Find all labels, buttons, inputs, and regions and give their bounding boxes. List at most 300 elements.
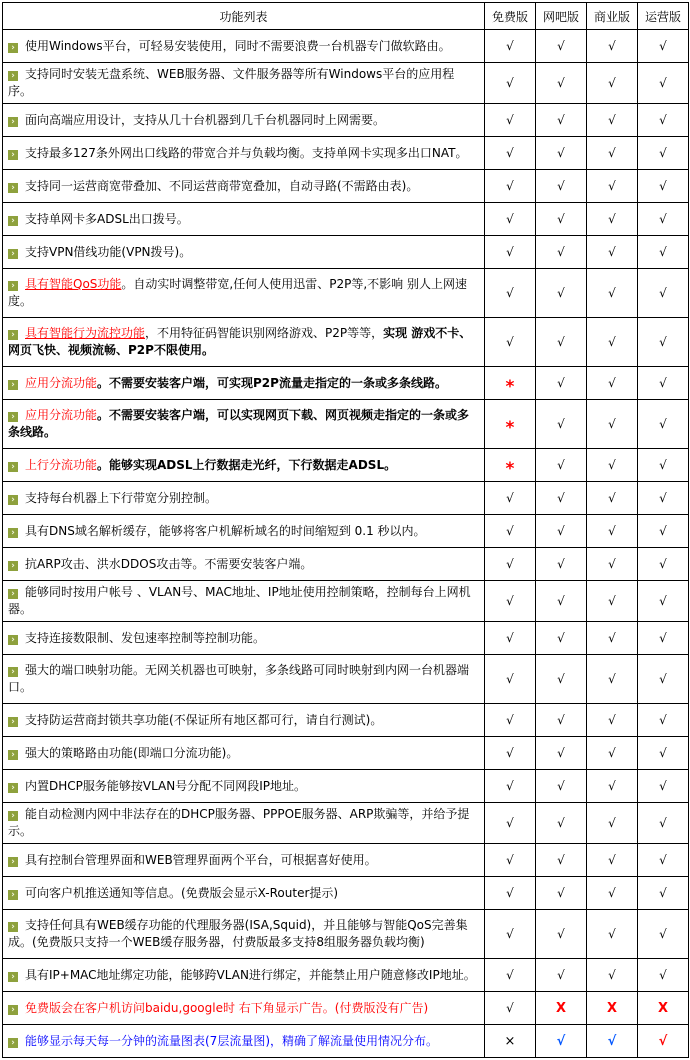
- support-cell: [536, 655, 587, 704]
- feature-link[interactable]: 具有智能QoS功能: [25, 277, 122, 291]
- check-icon: √: [506, 113, 514, 127]
- feature-cell: [3, 548, 485, 581]
- check-icon: √: [557, 886, 565, 900]
- check-icon: √: [659, 76, 667, 90]
- feature-cell: [3, 104, 485, 137]
- support-cell: [536, 482, 587, 515]
- support-cell: [587, 770, 638, 803]
- check-icon: √: [506, 886, 514, 900]
- bullet-arrow-icon: ›: [8, 922, 18, 932]
- table-row: [3, 992, 689, 1025]
- check-icon: √: [659, 557, 667, 571]
- support-cell: [536, 30, 587, 63]
- table-row: [3, 655, 689, 704]
- bullet-arrow-icon: ›: [8, 150, 18, 160]
- bullet-arrow-icon: ›: [8, 43, 18, 53]
- feature-text: 实现 游戏不卡、网页飞快、视频流畅、P2P不限使用。: [8, 326, 472, 357]
- check-icon: √: [659, 458, 667, 472]
- column-header-edition: 网吧版: [536, 3, 587, 30]
- bullet-arrow-icon: ›: [8, 1038, 18, 1048]
- support-cell: [638, 318, 689, 367]
- check-icon: √: [557, 179, 565, 193]
- check-icon: √: [557, 746, 565, 760]
- support-cell: [485, 449, 536, 482]
- table-row: [3, 515, 689, 548]
- support-cell: [485, 548, 536, 581]
- check-icon: √: [608, 886, 616, 900]
- support-cell: [485, 203, 536, 236]
- support-cell: [638, 704, 689, 737]
- bullet-arrow-icon: ›: [8, 117, 18, 127]
- check-icon: √: [607, 1033, 617, 1049]
- feature-text: 支持任何具有WEB缓存功能的代理服务器(ISA,Squid)，并且能够与智能QoS完善集成。(免费版只支持一个WEB缓存服务器，付费版最多支持8组服务器负载均衡): [8, 918, 468, 949]
- check-icon: √: [557, 286, 565, 300]
- check-icon: √: [557, 631, 565, 645]
- column-header-edition: 商业版: [587, 3, 638, 30]
- support-cell: [638, 236, 689, 269]
- support-cell: [638, 269, 689, 318]
- check-icon: √: [557, 594, 565, 608]
- support-cell: [536, 548, 587, 581]
- bullet-arrow-icon: ›: [8, 462, 18, 472]
- check-icon: √: [506, 335, 514, 349]
- support-cell: [638, 449, 689, 482]
- support-cell: [485, 482, 536, 515]
- support-cell: [587, 622, 638, 655]
- check-icon: √: [608, 746, 616, 760]
- check-icon: √: [506, 146, 514, 160]
- support-cell: [638, 367, 689, 400]
- check-icon: √: [658, 1033, 668, 1049]
- feature-text: 支持同一运营商宽带叠加、不同运营商带宽叠加，自动寻路(不需路由表)。: [25, 178, 419, 193]
- support-cell: [485, 581, 536, 622]
- check-icon: √: [506, 631, 514, 645]
- bullet-arrow-icon: ›: [8, 811, 18, 821]
- feature-text: 应用分流功能: [25, 408, 98, 422]
- bullet-arrow-icon: ›: [8, 857, 18, 867]
- column-header-features: 功能列表: [3, 3, 485, 30]
- feature-text: 。不需要安装客户端，可以实现网页下载、网页视频走指定的一条或多条线路。: [8, 408, 470, 439]
- feature-text: 应用分流功能: [25, 375, 98, 390]
- feature-text: ，不用特征码智能识别网络游戏、P2P等等，: [145, 326, 384, 340]
- feature-link[interactable]: 具有智能行为流控功能: [25, 326, 146, 340]
- support-cell: [485, 63, 536, 104]
- support-cell: [587, 269, 638, 318]
- check-icon: √: [557, 968, 565, 982]
- support-cell: [587, 704, 638, 737]
- check-icon: √: [506, 286, 514, 300]
- feature-text: 。能够实现ADSL上行数据走光纤，下行数据走ADSL。: [97, 457, 397, 472]
- check-icon: √: [659, 212, 667, 226]
- check-icon: √: [506, 39, 514, 53]
- support-cell: [638, 63, 689, 104]
- check-icon: √: [608, 779, 616, 793]
- support-cell: [587, 581, 638, 622]
- support-cell: [638, 482, 689, 515]
- check-icon: √: [659, 376, 667, 390]
- support-cell: [485, 1025, 536, 1058]
- check-icon: √: [659, 113, 667, 127]
- support-cell: [536, 737, 587, 770]
- asterisk-icon: *: [505, 418, 515, 438]
- table-row: [3, 104, 689, 137]
- check-icon: √: [659, 524, 667, 538]
- support-cell: [587, 236, 638, 269]
- support-cell: [638, 137, 689, 170]
- column-header-edition: 运营版: [638, 3, 689, 30]
- support-cell: [536, 318, 587, 367]
- support-cell: [638, 622, 689, 655]
- feature-cell: [3, 622, 485, 655]
- support-cell: [587, 449, 638, 482]
- support-cell: [587, 30, 638, 63]
- feature-cell: [3, 803, 485, 844]
- check-icon: √: [557, 376, 565, 390]
- check-icon: √: [506, 179, 514, 193]
- bullet-arrow-icon: ›: [8, 380, 18, 390]
- check-icon: √: [659, 417, 667, 431]
- feature-text: 。自动实时调整带宽,任何人使用迅雷、P2P等,不影响 别人上网速度。: [8, 277, 467, 308]
- check-icon: √: [557, 146, 565, 160]
- feature-text: 具有控制台管理界面和WEB管理界面两个平台，可根据喜好使用。: [25, 852, 377, 867]
- bullet-arrow-icon: ›: [8, 635, 18, 645]
- check-icon: √: [506, 713, 514, 727]
- feature-cell: [3, 400, 485, 449]
- check-icon: √: [557, 417, 565, 431]
- check-icon: √: [506, 557, 514, 571]
- check-icon: √: [506, 853, 514, 867]
- support-cell: [638, 992, 689, 1025]
- support-cell: [638, 203, 689, 236]
- feature-cell: [3, 449, 485, 482]
- table-row: [3, 622, 689, 655]
- support-cell: [638, 770, 689, 803]
- feature-text: 可向客户机推送通知等信息。(免费版会显示X-Router提示): [25, 885, 339, 900]
- support-cell: [587, 137, 638, 170]
- feature-cell: [3, 236, 485, 269]
- table-row: [3, 63, 689, 104]
- check-icon: √: [557, 816, 565, 830]
- support-cell: [536, 203, 587, 236]
- support-cell: [536, 910, 587, 959]
- check-icon: √: [557, 779, 565, 793]
- feature-cell: [3, 515, 485, 548]
- feature-text: 能够显示每天每一分钟的流量图表(7层流量图)，精确了解流量使用情况分布。: [25, 1033, 439, 1048]
- check-icon: √: [506, 212, 514, 226]
- support-cell: [485, 269, 536, 318]
- bullet-arrow-icon: ›: [8, 717, 18, 727]
- check-icon: √: [557, 113, 565, 127]
- support-cell: [587, 203, 638, 236]
- check-icon: √: [608, 631, 616, 645]
- support-cell: [536, 1025, 587, 1058]
- bullet-arrow-icon: ›: [8, 495, 18, 505]
- cross-icon: ×: [504, 1033, 516, 1049]
- support-cell: [638, 400, 689, 449]
- feature-cell: [3, 877, 485, 910]
- table-row: [3, 581, 689, 622]
- column-header-edition: 免费版: [485, 3, 536, 30]
- support-cell: [587, 844, 638, 877]
- check-icon: √: [506, 672, 514, 686]
- feature-cell: [3, 992, 485, 1025]
- support-cell: [536, 844, 587, 877]
- feature-text: 支持最多127条外网出口线路的带宽合并与负载均衡。支持单网卡实现多出口NAT。: [25, 145, 468, 160]
- feature-text: 支持每台机器上下行带宽分别控制。: [25, 490, 218, 505]
- support-cell: [587, 803, 638, 844]
- support-cell: [587, 655, 638, 704]
- check-icon: √: [608, 39, 616, 53]
- check-icon: √: [659, 927, 667, 941]
- check-icon: √: [608, 76, 616, 90]
- check-icon: √: [659, 713, 667, 727]
- support-cell: [587, 737, 638, 770]
- support-cell: [485, 515, 536, 548]
- support-cell: [485, 770, 536, 803]
- feature-cell: [3, 203, 485, 236]
- check-icon: √: [557, 672, 565, 686]
- feature-text: 免费版会在客户机访问baidu,google时 右下角显示广告。(付费版没有广告): [25, 1000, 429, 1015]
- support-cell: [587, 992, 638, 1025]
- bullet-arrow-icon: ›: [8, 281, 18, 291]
- feature-text: 面向高端应用设计，支持从几十台机器到几千台机器同时上网需要。: [25, 112, 386, 127]
- check-icon: √: [557, 39, 565, 53]
- feature-text: 。不需要安装客户端，可实现P2P流量走指定的一条或多条线路。: [97, 375, 447, 390]
- support-cell: [485, 170, 536, 203]
- feature-cell: [3, 959, 485, 992]
- feature-cell: [3, 170, 485, 203]
- check-icon: √: [506, 594, 514, 608]
- check-icon: √: [557, 458, 565, 472]
- check-icon: √: [557, 853, 565, 867]
- check-icon: √: [608, 816, 616, 830]
- check-icon: √: [659, 816, 667, 830]
- feature-text: 强大的端口映射功能。无网关机器也可映射，多条线路可同时映射到内网一台机器端口。: [8, 663, 470, 694]
- feature-cell: [3, 910, 485, 959]
- support-cell: [485, 877, 536, 910]
- support-cell: [587, 1025, 638, 1058]
- check-icon: √: [608, 491, 616, 505]
- feature-cell: [3, 737, 485, 770]
- support-cell: [485, 844, 536, 877]
- bullet-arrow-icon: ›: [8, 890, 18, 900]
- table-row: [3, 400, 689, 449]
- check-icon: √: [608, 594, 616, 608]
- support-cell: [485, 367, 536, 400]
- support-cell: [536, 704, 587, 737]
- check-icon: √: [506, 1001, 514, 1015]
- check-icon: √: [557, 212, 565, 226]
- feature-text: 使用Windows平台，可轻易安装使用，同时不需要浪费一台机器专门做软路由。: [25, 38, 451, 53]
- check-icon: √: [608, 968, 616, 982]
- support-cell: [485, 622, 536, 655]
- support-cell: [485, 803, 536, 844]
- support-cell: [485, 104, 536, 137]
- table-row: [3, 959, 689, 992]
- support-cell: [587, 548, 638, 581]
- table-row: [3, 137, 689, 170]
- check-icon: √: [557, 713, 565, 727]
- support-cell: [587, 367, 638, 400]
- check-icon: √: [608, 417, 616, 431]
- table-row: [3, 170, 689, 203]
- support-cell: [485, 137, 536, 170]
- feature-cell: [3, 367, 485, 400]
- check-icon: √: [659, 853, 667, 867]
- feature-text: 能自动检测内网中非法存在的DHCP服务器、PPPOE服务器、ARP欺骗等，并给予提示。: [8, 807, 470, 838]
- support-cell: [536, 236, 587, 269]
- table-row: [3, 269, 689, 318]
- table-row: [3, 737, 689, 770]
- support-cell: [587, 482, 638, 515]
- feature-cell: [3, 1025, 485, 1058]
- bullet-arrow-icon: ›: [8, 412, 18, 422]
- check-icon: √: [659, 672, 667, 686]
- check-icon: √: [557, 245, 565, 259]
- table-row: [3, 318, 689, 367]
- support-cell: [587, 877, 638, 910]
- bullet-arrow-icon: ›: [8, 1005, 18, 1015]
- table-row: [3, 877, 689, 910]
- support-cell: [638, 803, 689, 844]
- feature-cell: [3, 581, 485, 622]
- table-row: [3, 844, 689, 877]
- check-icon: √: [557, 927, 565, 941]
- support-cell: [587, 910, 638, 959]
- feature-cell: [3, 704, 485, 737]
- check-icon: √: [608, 672, 616, 686]
- bullet-arrow-icon: ›: [8, 330, 18, 340]
- check-icon: √: [659, 286, 667, 300]
- check-icon: √: [557, 335, 565, 349]
- support-cell: [638, 515, 689, 548]
- check-icon: √: [608, 113, 616, 127]
- feature-cell: [3, 770, 485, 803]
- feature-text: 支持VPN借线功能(VPN拨号)。: [25, 244, 192, 259]
- support-cell: [638, 1025, 689, 1058]
- table-row: [3, 548, 689, 581]
- table-row: [3, 1025, 689, 1058]
- feature-text: 支持同时安装无盘系统、WEB服务器、文件服务器等所有Windows平台的应用程序。: [8, 67, 455, 98]
- check-icon: √: [506, 927, 514, 941]
- support-cell: [536, 622, 587, 655]
- feature-text: 具有DNS域名解析缓存，能够将客户机解析域名的时间缩短到 0.1 秒以内。: [25, 523, 426, 538]
- support-cell: [638, 877, 689, 910]
- bullet-arrow-icon: ›: [8, 249, 18, 259]
- support-cell: [638, 581, 689, 622]
- support-cell: [587, 318, 638, 367]
- support-cell: [485, 400, 536, 449]
- support-cell: [485, 704, 536, 737]
- support-cell: [638, 959, 689, 992]
- support-cell: [587, 104, 638, 137]
- feature-cell: [3, 844, 485, 877]
- check-icon: √: [608, 245, 616, 259]
- table-row: [3, 704, 689, 737]
- feature-cell: [3, 482, 485, 515]
- support-cell: [536, 367, 587, 400]
- bullet-arrow-icon: ›: [8, 589, 18, 599]
- support-cell: [485, 910, 536, 959]
- feature-text: 能够同时按用户帐号 、VLAN号、MAC地址、IP地址使用控制策略，控制每台上网机器。: [8, 585, 471, 616]
- feature-cell: [3, 30, 485, 63]
- table-row: [3, 236, 689, 269]
- check-icon: √: [608, 376, 616, 390]
- support-cell: [587, 400, 638, 449]
- table-row: [3, 367, 689, 400]
- check-icon: √: [608, 713, 616, 727]
- bullet-arrow-icon: ›: [8, 783, 18, 793]
- support-cell: [587, 959, 638, 992]
- check-icon: √: [506, 245, 514, 259]
- support-cell: [536, 104, 587, 137]
- feature-text: 支持连接数限制、发包速率控制等控制功能。: [25, 630, 266, 645]
- support-cell: [638, 844, 689, 877]
- support-cell: [536, 803, 587, 844]
- table-row: [3, 770, 689, 803]
- feature-text: 支持单网卡多ADSL出口拨号。: [25, 211, 189, 226]
- support-cell: [587, 170, 638, 203]
- table-row: [3, 203, 689, 236]
- check-icon: √: [557, 76, 565, 90]
- support-cell: [638, 170, 689, 203]
- check-icon: √: [506, 816, 514, 830]
- support-cell: [485, 655, 536, 704]
- feature-comparison-table: [2, 2, 689, 1058]
- cross-icon: X: [606, 1000, 618, 1016]
- bullet-arrow-icon: ›: [8, 750, 18, 760]
- table-row: [3, 910, 689, 959]
- support-cell: [638, 910, 689, 959]
- support-cell: [485, 236, 536, 269]
- check-icon: √: [608, 335, 616, 349]
- support-cell: [485, 992, 536, 1025]
- check-icon: √: [608, 179, 616, 193]
- support-cell: [638, 548, 689, 581]
- feature-cell: [3, 63, 485, 104]
- support-cell: [638, 737, 689, 770]
- check-icon: √: [659, 335, 667, 349]
- support-cell: [536, 992, 587, 1025]
- support-cell: [536, 770, 587, 803]
- support-cell: [485, 737, 536, 770]
- support-cell: [485, 318, 536, 367]
- check-icon: √: [608, 458, 616, 472]
- support-cell: [536, 137, 587, 170]
- check-icon: √: [659, 245, 667, 259]
- bullet-arrow-icon: ›: [8, 667, 18, 677]
- check-icon: √: [659, 746, 667, 760]
- table-row: [3, 803, 689, 844]
- check-icon: √: [556, 1033, 566, 1049]
- check-icon: √: [506, 968, 514, 982]
- cross-icon: X: [657, 1000, 669, 1016]
- support-cell: [536, 63, 587, 104]
- check-icon: √: [608, 927, 616, 941]
- check-icon: √: [608, 557, 616, 571]
- bullet-arrow-icon: ›: [8, 528, 18, 538]
- support-cell: [536, 877, 587, 910]
- feature-cell: [3, 318, 485, 367]
- feature-text: 抗ARP攻击、洪水DDOS攻击等。不需要安装客户端。: [25, 556, 313, 571]
- asterisk-icon: *: [505, 459, 515, 479]
- support-cell: [587, 63, 638, 104]
- check-icon: √: [608, 524, 616, 538]
- table-row: [3, 482, 689, 515]
- check-icon: √: [608, 146, 616, 160]
- check-icon: √: [659, 179, 667, 193]
- check-icon: √: [659, 39, 667, 53]
